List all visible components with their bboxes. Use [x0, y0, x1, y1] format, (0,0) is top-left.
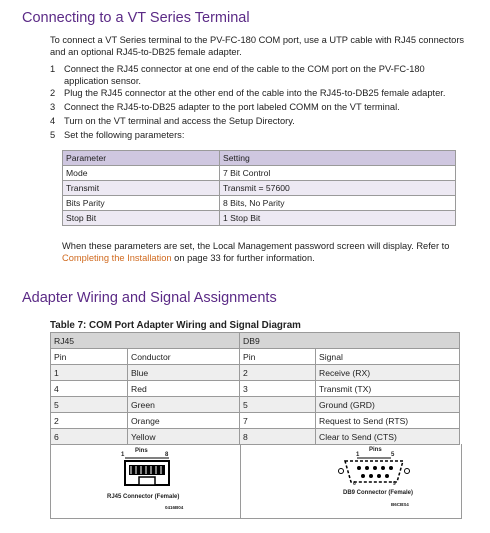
table-cell: Stop Bit — [63, 211, 220, 226]
table-cell: Yellow — [128, 429, 240, 445]
table-cell: Request to Send (RTS) — [316, 413, 460, 429]
table-cell: 5 — [240, 397, 316, 413]
step-number: 4 — [50, 116, 56, 126]
table-cell: Red — [128, 381, 240, 397]
db9-pin-last: 5 — [391, 452, 395, 458]
table-row — [51, 365, 460, 381]
db9-pins-label: Pins — [369, 447, 382, 453]
table-cell: 2 — [240, 365, 316, 381]
table-row — [51, 381, 460, 397]
group-header-row — [51, 333, 460, 349]
step-number: 2 — [50, 88, 56, 98]
rj45-pin-first: 1 — [121, 452, 125, 458]
db9-caption: DB9 Connector (Female) — [343, 490, 414, 496]
table-cell: Transmit — [63, 181, 220, 196]
table-row — [51, 413, 460, 429]
intro-paragraph: To connect a VT Series terminal to the PV-FC-180 COM port, use a UTP cable with RJ45 connectors and an optional RJ45-to-DB25 female adapter. — [50, 35, 465, 57]
table-cell: 1 Stop Bit — [220, 211, 456, 226]
table-caption: Table 7: COM Port Adapter Wiring and Signal Diagram — [50, 320, 301, 331]
table-cell: 5 — [51, 397, 128, 413]
group-header-rj45: RJ45 — [51, 333, 240, 349]
step-text: Connect the RJ45 connector at one end of the cable to the COM port on the PV-FC-180 application sensor. — [64, 64, 425, 86]
step-1 — [50, 63, 460, 87]
section-title-adapter-wiring: Adapter Wiring and Signal Assignments — [22, 290, 277, 306]
db9-pin-first: 1 — [356, 452, 360, 458]
section-title-vt-terminal: Connecting to a VT Series Terminal — [22, 10, 250, 26]
header-cell: Signal — [316, 349, 460, 365]
step-text: Plug the RJ45 connector at the other end of the cable into the RJ45-to-DB25 female adapter. — [64, 88, 446, 98]
table-cell: 6 — [51, 429, 128, 445]
step-text: Turn on the VT terminal and access the Setup Directory. — [64, 116, 295, 126]
rj45-connector-icon — [117, 456, 177, 490]
table-cell: Transmit = 57600 — [220, 181, 456, 196]
step-text: Set the following parameters: — [64, 130, 185, 140]
table-cell: 2 — [51, 413, 128, 429]
group-header-db9: DB9 — [240, 333, 460, 349]
header-cell: Conductor — [128, 349, 240, 365]
table-cell: 3 — [240, 381, 316, 397]
table-row — [63, 166, 456, 181]
db9-pin-low-last: 9 — [393, 481, 396, 487]
table-row — [63, 181, 456, 196]
table-row — [51, 397, 460, 413]
rj45-pin-last: 8 — [165, 452, 169, 458]
table-cell: 1 — [51, 365, 128, 381]
connector-diagrams-row — [50, 444, 462, 519]
table-header-row — [63, 151, 456, 166]
table-cell: Bits Parity — [63, 196, 220, 211]
completing-installation-link[interactable]: Completing the Installation — [62, 253, 172, 263]
step-number: 1 — [50, 64, 56, 74]
db9-figure-id: B6CBS4 — [391, 502, 409, 507]
step-number: 3 — [50, 102, 56, 112]
table-cell: 7 Bit Control — [220, 166, 456, 181]
db9-connector-icon — [337, 456, 411, 486]
table-cell: 8 Bits, No Parity — [220, 196, 456, 211]
db9-connector-diagram — [241, 444, 461, 518]
header-cell: Pin — [240, 349, 316, 365]
wiring-table — [50, 332, 460, 445]
step-number: 5 — [50, 130, 56, 140]
rj45-figure-id: 0416B04 — [165, 505, 184, 510]
table-cell: Clear to Send (CTS) — [316, 429, 460, 445]
header-cell: Parameter — [63, 151, 220, 166]
step-text: Connect the RJ45-to-DB25 adapter to the port labeled COMM on the VT terminal. — [64, 102, 400, 112]
table-header-row — [51, 349, 460, 365]
table-row — [63, 196, 456, 211]
table-row — [51, 429, 460, 445]
table-cell: 8 — [240, 429, 316, 445]
table-row — [63, 211, 456, 226]
closing-text: When these parameters are set, the Local Management password screen will display. Refer to — [62, 241, 450, 251]
rj45-connector-diagram — [51, 444, 240, 518]
table-cell: Green — [128, 397, 240, 413]
table-cell: Mode — [63, 166, 220, 181]
db9-pin-low-first: 6 — [353, 481, 356, 487]
table-cell: 4 — [51, 381, 128, 397]
parameter-table — [62, 150, 456, 226]
header-cell: Pin — [51, 349, 128, 365]
closing-paragraph — [62, 240, 467, 264]
rj45-caption: RJ45 Connector (Female) — [107, 494, 180, 500]
table-cell: Transmit (TX) — [316, 381, 460, 397]
rj45-pins-label: Pins — [135, 448, 148, 454]
table-cell: Orange — [128, 413, 240, 429]
closing-text-after: on page 33 for further information. — [171, 253, 315, 263]
table-cell: 7 — [240, 413, 316, 429]
header-cell: Setting — [220, 151, 456, 166]
table-cell: Blue — [128, 365, 240, 381]
table-cell: Receive (RX) — [316, 365, 460, 381]
table-cell: Ground (GRD) — [316, 397, 460, 413]
